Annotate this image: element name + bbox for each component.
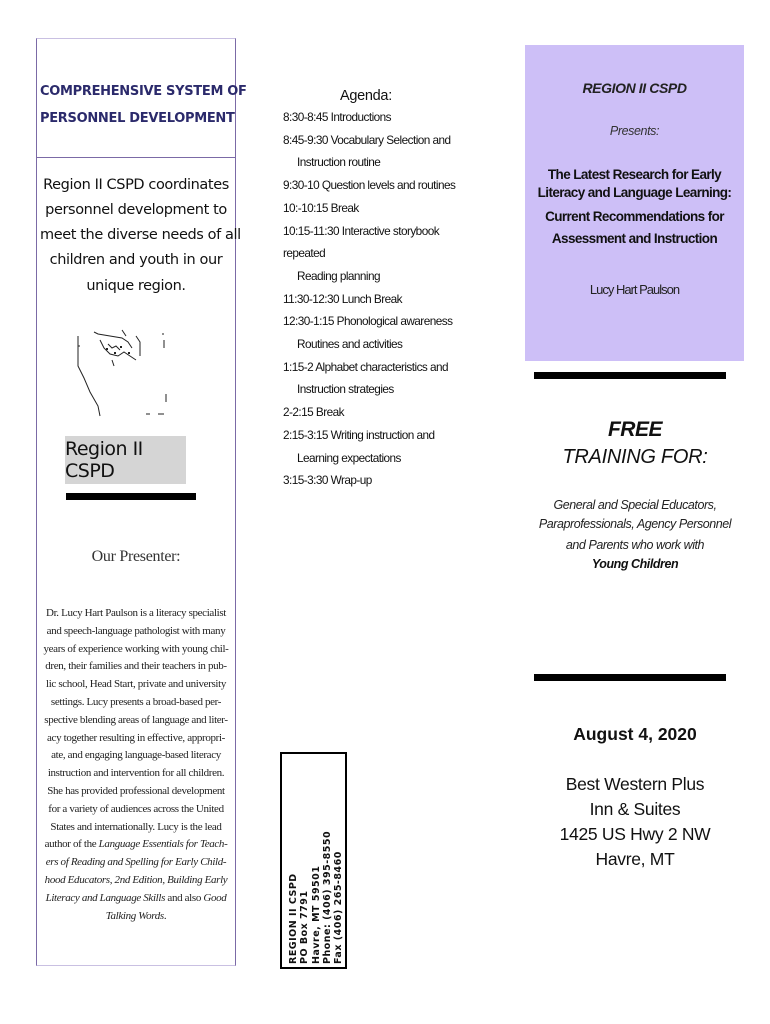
- agenda-item: 2:15-3:15 Writing instruction and: [283, 427, 435, 442]
- bio-line: [40, 675, 232, 693]
- agenda-item: Routines and activities: [297, 337, 403, 351]
- book-title: ers of Reading and Spelling for Early Child-: [45, 856, 227, 869]
- bio-line: [40, 604, 232, 622]
- bio-line: [40, 818, 232, 836]
- mailing-line: PO Box 7791: [299, 890, 311, 964]
- event-title-line: Literacy and Language Learning:: [537, 185, 732, 200]
- bio-line: [40, 657, 232, 675]
- bio-text: spective blending areas of language and liter-: [44, 713, 228, 726]
- event-title-line: The Latest Research for Early: [547, 167, 722, 182]
- bio-text: for a variety of audiences across the United: [48, 802, 224, 815]
- intro-line: meet the diverse needs of all: [40, 227, 241, 243]
- agenda-item: Learning expectations: [297, 450, 401, 465]
- book-title: hood Educators, 2nd Edition, Building Early: [44, 874, 228, 886]
- bio-line: [40, 711, 232, 729]
- system-title-line: COMPREHENSIVE SYSTEM OF: [40, 84, 247, 99]
- venue-line: 1425 US Hwy 2 NW: [559, 824, 711, 844]
- audience-line: Paraprofessionals, Agency Personnel: [538, 517, 732, 531]
- agenda-item: 8:45-9:30 Vocabulary Selection and: [283, 132, 451, 147]
- region-map-image: [70, 326, 170, 420]
- mailing-line: REGION II CSPD: [288, 873, 299, 964]
- bio-line: [40, 693, 232, 711]
- bio-text: and also: [165, 891, 204, 904]
- bio-line: [40, 907, 232, 925]
- agenda-item: Instruction routine: [297, 155, 381, 170]
- divider-bar: [534, 674, 726, 681]
- divider: [36, 157, 236, 158]
- intro-line: Region II CSPD coordinates: [43, 177, 229, 193]
- bio-text: .: [163, 909, 167, 922]
- venue-line: Havre, MT: [595, 849, 675, 869]
- bio-text: acy together resulting in effective, appropri-: [47, 731, 225, 744]
- event-date: August 4, 2020: [573, 724, 697, 744]
- event-title-line: Current Recommendations for: [545, 209, 724, 224]
- free-heading: FREE: [607, 418, 662, 441]
- agenda-item: 11:30-12:30 Lunch Break: [283, 291, 402, 306]
- bio-text: ate, and engaging language-based literacy: [51, 749, 221, 762]
- bio-text: dren, their families and their teachers in pub-: [45, 660, 227, 673]
- mailing-address-panel: [280, 752, 347, 969]
- region-badge: Region II CSPD: [65, 436, 186, 484]
- agenda-item: 8:30-8:45 Introductions: [283, 110, 392, 124]
- mailing-line: Havre, MT 59501: [310, 865, 322, 964]
- agenda-item: repeated: [283, 246, 326, 261]
- presenter-heading: Our Presenter:: [91, 548, 181, 565]
- bio-text: and speech-language pathologist with many: [46, 624, 226, 637]
- bio-text: author of the: [44, 838, 99, 851]
- agenda-item: Instruction strategies: [297, 382, 394, 397]
- bio-line: [40, 782, 232, 800]
- bio-line: [40, 853, 232, 871]
- book-title: Good: [203, 891, 227, 904]
- bio-line: [40, 871, 232, 889]
- bio-line: [40, 889, 232, 907]
- audience-line: General and Special Educators,: [553, 498, 717, 512]
- bio-line: [40, 835, 232, 853]
- venue-line: Inn & Suites: [589, 799, 681, 819]
- bio-text: instruction and intervention for all children.: [47, 767, 225, 780]
- agenda-item: 10:15-11:30 Interactive storybook: [283, 223, 440, 238]
- bio-line: [40, 729, 232, 747]
- audience-emphasis: Young Children: [591, 557, 679, 571]
- agenda-heading: Agenda:: [340, 88, 392, 104]
- agenda-item: 1:15-2 Alphabet characteristics and: [283, 359, 449, 374]
- agenda-item: 2-2:15 Break: [283, 405, 344, 420]
- bio-line: [40, 640, 232, 658]
- bio-line: [40, 800, 232, 818]
- book-title: Literacy and Language Skills: [45, 891, 166, 904]
- training-for-heading: TRAINING FOR:: [562, 446, 708, 468]
- book-title: Talking Words: [105, 909, 164, 922]
- agenda-item: 3:15-3:30 Wrap-up: [283, 473, 372, 488]
- agenda-item: Reading planning: [297, 268, 381, 283]
- event-title-line: Assessment and Instruction: [551, 231, 718, 246]
- bio-text: She has provided professional development: [47, 785, 225, 797]
- divider-bar: [534, 372, 726, 379]
- agenda-item: 10:-10:15 Break: [283, 200, 359, 215]
- bio-text: States and internationally. Lucy is the lead: [50, 820, 222, 833]
- book-title: Language Essentials for Teach-: [98, 838, 228, 851]
- mailing-line: Fax (406) 265-8460: [333, 851, 345, 964]
- bio-text: Dr. Lucy Hart Paulson is a literacy specialist: [45, 607, 226, 619]
- bio-line: [40, 764, 232, 782]
- venue-line: Best Western Plus: [565, 774, 705, 794]
- bio-text: years of experience working with young chil-: [43, 642, 229, 655]
- intro-line: personnel development to: [45, 202, 227, 218]
- mailing-line: Phone: (406) 395-8550: [321, 830, 333, 964]
- audience-line: and Parents who work with: [565, 538, 705, 552]
- divider-bar: [66, 493, 196, 500]
- org-title: REGION II CSPD: [582, 80, 687, 96]
- intro-line: unique region.: [86, 278, 186, 294]
- bio-line: [40, 746, 232, 764]
- agenda-item: 9:30-10 Question levels and routines: [283, 178, 456, 193]
- intro-line: children and youth in our: [49, 252, 223, 268]
- presents-label: Presents:: [609, 124, 660, 138]
- presenter-name: Lucy Hart Paulson: [589, 282, 680, 297]
- bio-text: lic school, Head Start, private and university: [45, 678, 226, 691]
- bio-line: [40, 622, 232, 640]
- system-title-line: PERSONNEL DEVELOPMENT: [40, 111, 235, 126]
- bio-text: settings. Lucy presents a broad-based per-: [50, 696, 222, 708]
- agenda-item: 12:30-1:15 Phonological awareness: [283, 314, 453, 329]
